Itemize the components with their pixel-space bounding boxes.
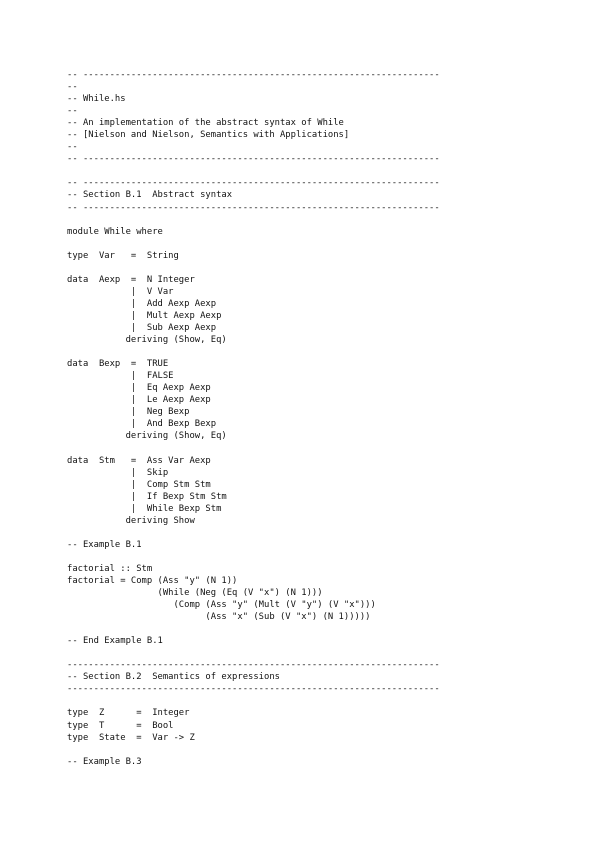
code-line: -- <box>67 82 78 93</box>
code-line: -- <box>67 106 78 117</box>
code-line: | V Var <box>67 286 174 297</box>
code-line: | Eq Aexp Aexp <box>67 383 211 394</box>
code-line: data Stm = Ass Var Aexp <box>67 455 211 466</box>
code-line: | Mult Aexp Aexp <box>67 310 222 321</box>
code-line: type T = Bool <box>67 720 174 731</box>
code-line: -- While.hs <box>67 94 126 105</box>
code-line <box>67 262 440 274</box>
code-line: (While (Neg (Eq (V "x") (N 1))) <box>67 588 323 599</box>
code-line <box>67 623 440 635</box>
code-line: factorial = Comp (Ass "y" (N 1)) <box>67 575 238 586</box>
code-line: -- Section B.1 Abstract syntax <box>67 190 233 201</box>
code-line: | Sub Aexp Aexp <box>67 322 217 333</box>
code-line <box>67 744 440 756</box>
code-line: deriving (Show, Eq) <box>67 431 227 442</box>
code-line: -- An implementation of the abstract syntax of While <box>67 118 344 129</box>
code-line: | FALSE <box>67 371 174 382</box>
code-line: -- Example B.1 <box>67 539 142 550</box>
code-line <box>67 238 440 250</box>
code-line <box>67 551 440 563</box>
code-line: type Var = String <box>67 250 179 261</box>
code-line <box>67 442 440 454</box>
code-line <box>67 527 440 539</box>
code-line: | Skip <box>67 467 169 478</box>
code-line: (Ass "x" (Sub (V "x") (N 1))))) <box>67 612 371 623</box>
code-line: | Le Aexp Aexp <box>67 395 211 406</box>
code-line: | Add Aexp Aexp <box>67 298 217 309</box>
code-line: -- ------------------------------------------------------------------- <box>67 202 440 213</box>
code-line <box>67 214 440 226</box>
code-line: -- ------------------------------------------------------------------- <box>67 154 440 165</box>
code-line: factorial :: Stm <box>67 563 153 574</box>
code-line <box>67 346 440 358</box>
code-line: -- End Example B.1 <box>67 636 163 647</box>
code-line: deriving Show <box>67 515 195 526</box>
code-line: -- ------------------------------------------------------------------- <box>67 70 440 80</box>
code-line: data Aexp = N Integer <box>67 274 195 285</box>
code-line: -- <box>67 142 78 153</box>
code-line: type State = Var -> Z <box>67 732 195 743</box>
code-line <box>67 165 440 177</box>
code-line: | Neg Bexp <box>67 407 190 418</box>
code-line: (Comp (Ass "y" (Mult (V "y") (V "x"))) <box>67 600 376 611</box>
code-line: ---------------------------------------------------------------------- <box>67 660 440 671</box>
code-line: ---------------------------------------------------------------------- <box>67 684 440 695</box>
code-line: | If Bexp Stm Stm <box>67 491 227 502</box>
code-line: | And Bexp Bexp <box>67 419 217 430</box>
code-line: deriving (Show, Eq) <box>67 335 227 346</box>
code-line: module While where <box>67 226 163 237</box>
code-line: | Comp Stm Stm <box>67 479 211 490</box>
code-line: -- Example B.3 <box>67 756 142 767</box>
code-line: -- [Nielson and Nielson, Semantics with Applications] <box>67 130 350 141</box>
code-line: -- Section B.2 Semantics of expressions <box>67 672 280 683</box>
code-line <box>67 695 440 707</box>
code-line: -- ------------------------------------------------------------------- <box>67 178 440 189</box>
code-line <box>67 647 440 659</box>
haskell-source-listing <box>67 69 440 768</box>
code-line: type Z = Integer <box>67 708 190 719</box>
code-line: data Bexp = TRUE <box>67 359 169 370</box>
code-line: | While Bexp Stm <box>67 503 222 514</box>
